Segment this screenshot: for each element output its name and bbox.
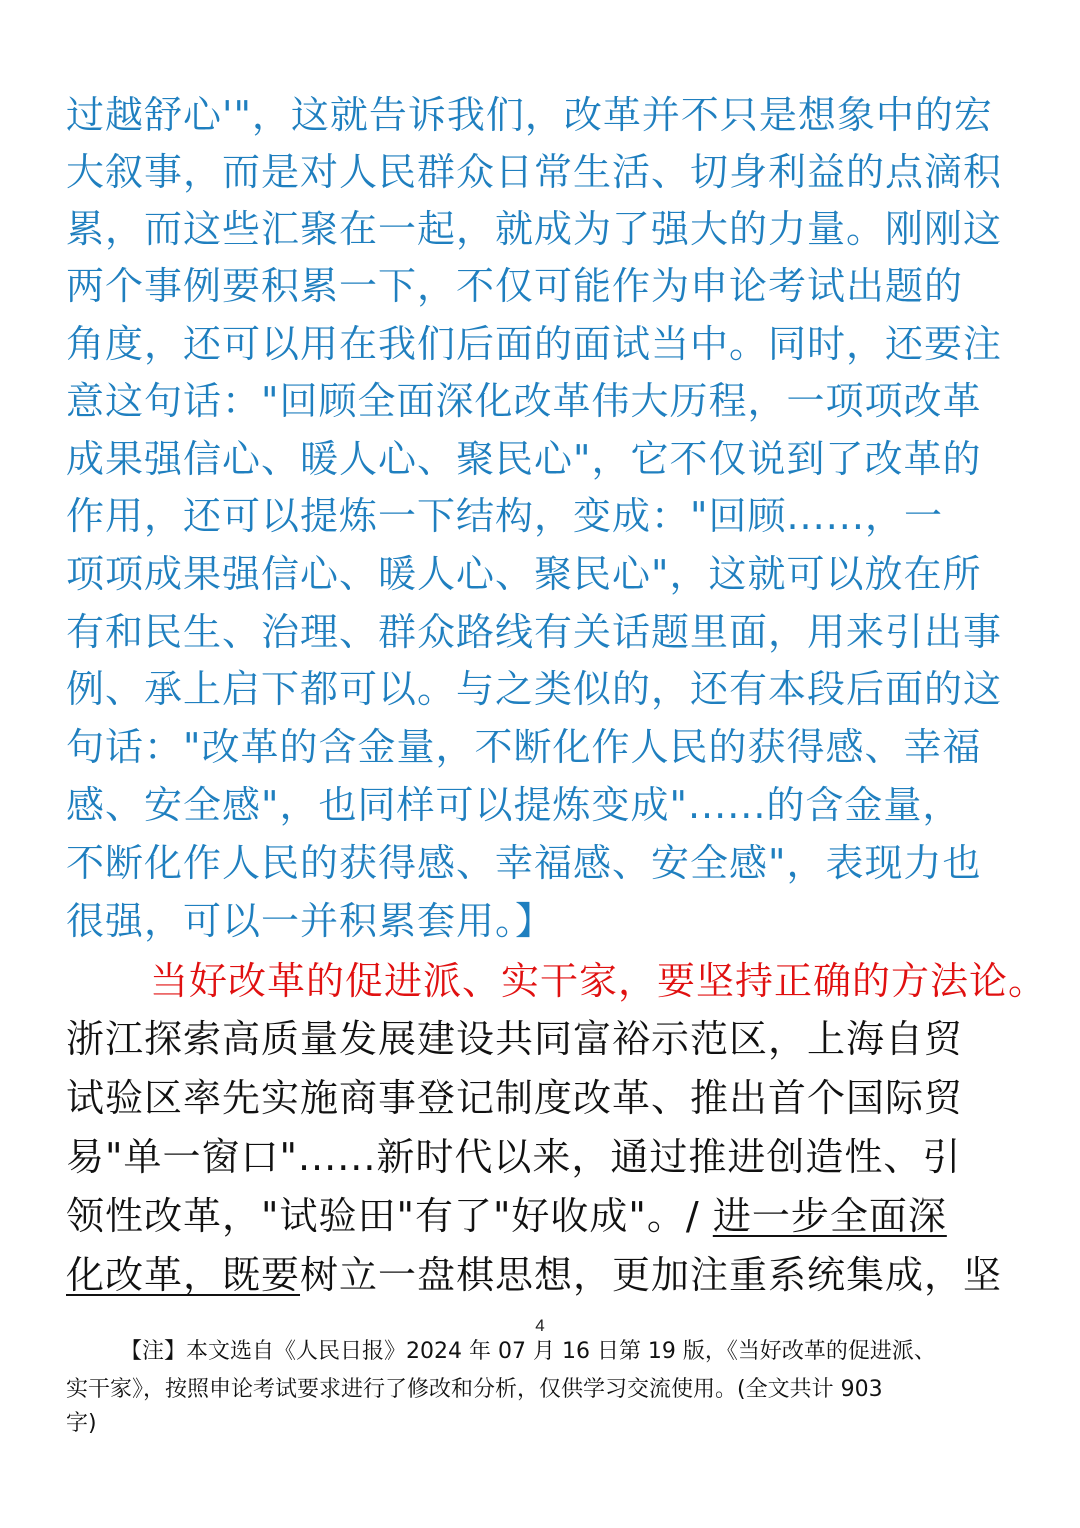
body-line: 试验区率先实施商事登记制度改革、推出首个国际贸 xyxy=(66,1076,964,1120)
commentary-line: 项项成果强信心、暖人心、聚民心"，这就可以放在所 xyxy=(66,552,982,596)
commentary-line: 成果强信心、暖人心、聚民心"，它不仅说到了改革的 xyxy=(66,437,982,481)
commentary-line: 句话："改革的含金量，不断化作人民的获得感、幸福 xyxy=(66,725,982,769)
body-line xyxy=(66,1187,1016,1245)
commentary-line: 过越舒心'"，这就告诉我们，改革并不只是想象中的宏 xyxy=(66,93,993,137)
commentary-line: 作用，还可以提炼一下结构，变成："回顾......，一 xyxy=(66,494,943,538)
commentary-line: 意这句话："回顾全面深化改革伟大历程，一项项改革 xyxy=(66,379,982,423)
footer-note-line: 【注】本文选自《人民日报》2024 年 07 月 16 日第 19 版，《当好改革的促进派、 xyxy=(120,1339,936,1364)
commentary-line: 例、承上启下都可以。与之类似的，还有本段后面的这 xyxy=(66,667,1003,711)
underlined-text: 化改革，既要 xyxy=(66,1253,301,1297)
commentary-line: 很强，可以一并积累套用。】 xyxy=(66,899,555,943)
commentary-line: 感、安全感"，也同样可以提炼变成"......的含金量， xyxy=(66,783,962,827)
page-number: 4 xyxy=(535,1316,545,1335)
commentary-line: 有和民生、治理、群众路线有关话题里面，用来引出事 xyxy=(66,610,1003,654)
commentary-line: 累，而这些汇聚在一起，就成为了强大的力量。刚刚这 xyxy=(66,207,1003,251)
footer-note-line: 实干家》，按照申论考试要求进行了修改和分析，仅供学习交流使用。(全文共计 903 xyxy=(66,1377,883,1402)
body-line: 浙江探索高质量发展建设共同富裕示范区，上海自贸 xyxy=(66,1017,964,1061)
body-text: 领性改革，"试验田"有了"好收成"。/ xyxy=(66,1194,713,1238)
section-heading: 当好改革的促进派、实干家，要坚持正确的方法论。 xyxy=(150,959,1048,1003)
commentary-line: 两个事例要积累一下，不仅可能作为申论考试出题的 xyxy=(66,264,964,308)
commentary-line: 不断化作人民的获得感、幸福感、安全感"，表现力也 xyxy=(66,841,982,885)
body-line xyxy=(66,1246,1016,1304)
commentary-line: 角度，还可以用在我们后面的面试当中。同时，还要注 xyxy=(66,322,1003,366)
footer-note-line: 字) xyxy=(66,1411,97,1436)
underlined-text: 进一步全面深 xyxy=(712,1194,947,1238)
body-line: 易"单一窗口"......新时代以来，通过推进创造性、引 xyxy=(66,1135,962,1179)
body-text: 树立一盘棋思想，更加注重系统集成，坚 xyxy=(300,1253,1003,1297)
commentary-line: 大叙事，而是对人民群众日常生活、切身利益的点滴积 xyxy=(66,150,1003,194)
